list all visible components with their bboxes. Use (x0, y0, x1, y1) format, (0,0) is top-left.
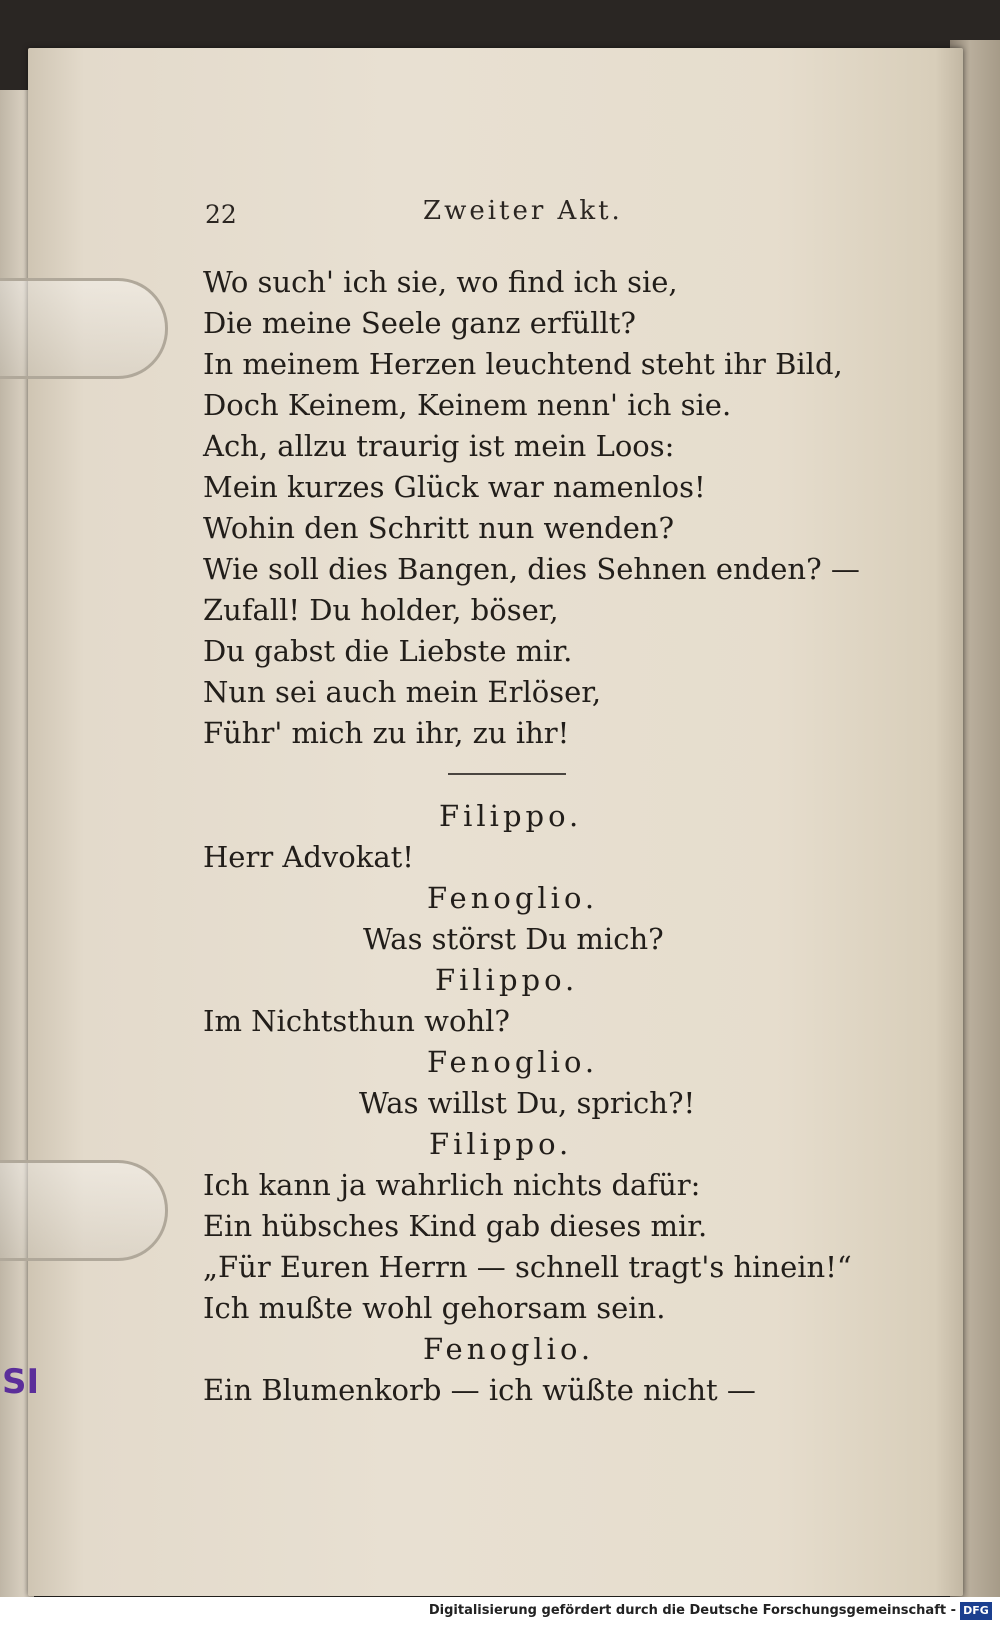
dialogue-line: Ich mußte wohl gehorsam sein. (203, 1291, 666, 1325)
dialogue-line: „Für Euren Herrn — schnell tragt's hinein!“ (203, 1250, 852, 1284)
verse-line: Mein kurzes Glück war namenlos! (203, 470, 706, 504)
speaker-name: Filippo. (435, 963, 579, 997)
page-header (205, 196, 815, 236)
dialogue-line: Ein Blumenkorb — ich wüßte nicht — (203, 1373, 756, 1407)
speaker-name: Fenoglio. (427, 881, 599, 915)
dialogue-line: Ich kann ja wahrlich nichts dafür: (203, 1168, 701, 1202)
speaker-name: Filippo. (429, 1127, 573, 1161)
dialogue-line: Was willst Du, sprich?! (359, 1086, 696, 1120)
digitization-footer (0, 1597, 1000, 1625)
verse-line: Die meine Seele ganz erfüllt? (203, 306, 636, 340)
dialogue-line: Ein hübsches Kind gab dieses mir. (203, 1209, 708, 1243)
dialogue-block (203, 796, 852, 1411)
glass-clip-top (0, 278, 168, 379)
speaker-name: Fenoglio. (427, 1045, 599, 1079)
verse-block (203, 262, 860, 754)
footer-credit: Digitalisierung gefördert durch die Deutsche Forschungsgemeinschaft - (428, 1603, 956, 1618)
verse-line: Du gabst die Liebste mir. (203, 634, 573, 668)
page-number: 22 (205, 200, 237, 229)
dfg-logo: DFG (960, 1602, 992, 1620)
verse-line: Ach, allzu traurig ist mein Loos: (203, 429, 675, 463)
verse-line: Nun sei auch mein Erlöser, (203, 675, 602, 709)
section-divider (448, 773, 566, 775)
speaker-name: Fenoglio. (423, 1332, 595, 1366)
verse-line: Wohin den Schritt nun wenden? (203, 511, 675, 545)
glass-clip-bottom (0, 1160, 168, 1261)
verse-line: Zufall! Du holder, böser, (203, 593, 559, 627)
speaker-name: Filippo. (439, 799, 583, 833)
verse-line: Doch Keinem, Keinem nenn' ich sie. (203, 388, 732, 422)
verse-line: Führ' mich zu ihr, zu ihr! (203, 716, 570, 750)
side-mark: SI (2, 1362, 40, 1402)
verse-line: In meinem Herzen leuchtend steht ihr Bild, (203, 347, 843, 381)
dialogue-line: Was störst Du mich? (363, 922, 664, 956)
verse-line: Wie soll dies Bangen, dies Sehnen enden? — (203, 552, 860, 586)
verse-line: Wo such' ich sie, wo find ich sie, (203, 265, 678, 299)
dialogue-line: Herr Advokat! (203, 840, 414, 874)
running-head: Zweiter Akt. (423, 196, 623, 226)
dialogue-line: Im Nichtsthun wohl? (203, 1004, 510, 1038)
